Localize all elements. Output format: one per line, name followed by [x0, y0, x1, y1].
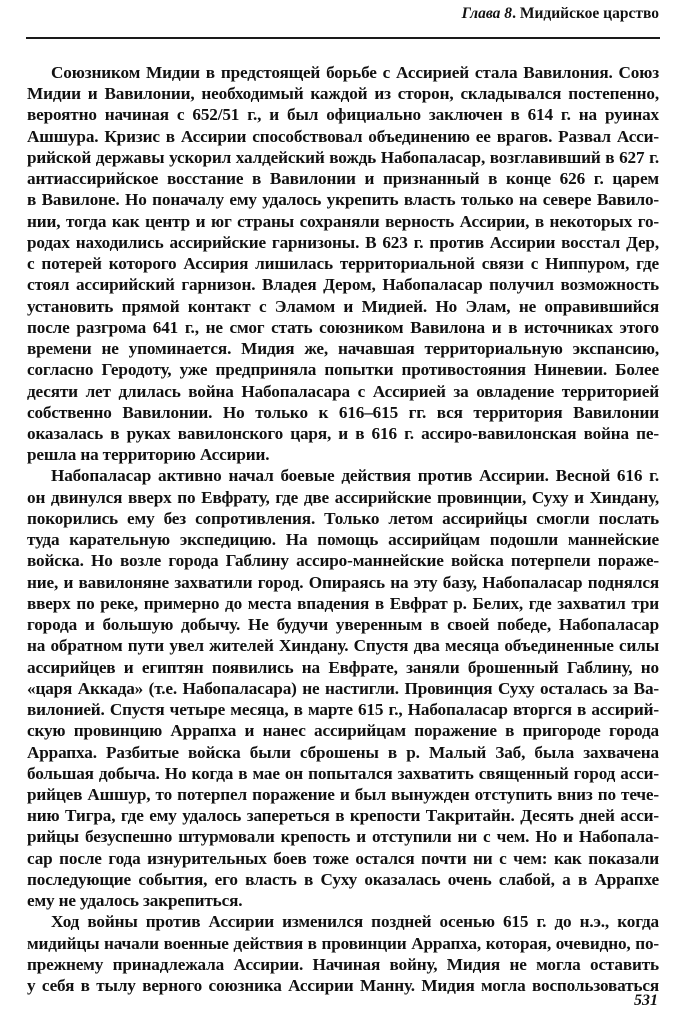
chapter-label: Глава 8 [461, 5, 513, 22]
text-line: Аррапха. Разбитые войска были сброшены в р. Малый Заб, была захвачена [27, 742, 659, 762]
running-head [462, 5, 659, 23]
text-line: антиассирийское восстание в Вавилонии и признанный в конце 626 г. царем [27, 169, 659, 189]
text-line: в Вавилоне. Но поначалу ему удалось укрепить власть только на севере Вавило- [27, 190, 659, 210]
chapter-title: . Мидийское царство [512, 5, 659, 22]
text-line: вверх по реке, примерно до места впадения в Евфрат р. Белих, где захватил три [27, 593, 659, 613]
text-line: большая добыча. Но когда в мае он попытался захватить священный город асси- [27, 763, 659, 783]
text-line: ние, и вавилоняне захватили город. Опираясь на эту базу, Набопаласар поднялся [27, 572, 659, 592]
text-line: стоял ассирийский гарнизон. Владея Дером, Набопаласар получил возможность [27, 275, 659, 295]
text-line: Набопаласар активно начал боевые действия против Ассирии. Весной 616 г. [51, 466, 659, 486]
text-line: рийцев Ашшур, то потерпел поражение и был вынужден отступить вниз по тече- [27, 784, 659, 804]
text-line: нии, тогда как центр и юг страны сохраняли верность Ассирии, в некоторых го- [27, 211, 659, 231]
text-line: ему не удалось закрепиться. [27, 891, 243, 911]
paragraph [27, 911, 659, 996]
text-line: согласно Геродоту, уже предприняла попытки противостояния Ниневии. Более [27, 360, 659, 380]
text-line: десяти лет длилась война Набопаласара с Ассирией за овладение территорией [27, 381, 659, 401]
text-line: войска. Но возле города Габлину ассиро-маннейские войска потерпели пораже- [27, 551, 659, 571]
text-line: у себя в тылу верного союзника Ассирии Манну. Мидия могла воспользоваться [27, 976, 659, 996]
text-line: мидийцы начали военные действия в провинции Аррапха, которая, очевидно, по- [27, 933, 659, 953]
text-line: ассирийцев и египтян появились на Евфрате, заняли брошенный Габлину, но [27, 657, 659, 677]
text-line: прежнему принадлежала Ассирии. Начиная войну, Мидия не могла оставить [27, 954, 659, 974]
text-line: скую провинцию Аррапха и нанес ассирийцам поражение в пригороде города [27, 721, 659, 741]
text-line: Ашшура. Кризис в Ассирии способствовал объединению ее врагов. Развал Асси- [27, 126, 659, 146]
text-line: установить прямой контакт с Эламом и Мидией. Но Элам, не оправившийся [27, 296, 659, 316]
text-line: рийской державы ускорил халдейский вождь Набопаласар, возглавивший в 627 г. [27, 147, 659, 167]
text-line: покорились ему без сопротивления. Только летом ассирийцы смогли послать [27, 508, 659, 528]
text-line: вилонией. Спустя четыре месяца, в марте 615 г., Набопаласар вторгся в ассирий- [27, 700, 659, 720]
text-line: на обратном пути увел жителей Хиндану. Спустя два месяца объединенные силы [27, 636, 659, 656]
paragraph [27, 465, 659, 911]
text-line: оказалась в руках вавилонского царя, и в 616 г. ассиро-вавилонская война пе- [27, 423, 659, 443]
text-line: собственно Вавилонии. Но только к 616–615 гг. вся территория Вавилонии [27, 402, 659, 422]
text-line: Союзником Мидии в предстоящей борьбе с Ассирией стала Вавилония. Союз [51, 63, 659, 82]
text-line: родах находились ассирийские гарнизоны. В 623 г. против Ассирии восстал Дер, [27, 232, 659, 252]
text-line: времени не упоминается. Мидия же, начавшая территориальную экспансию, [27, 339, 659, 359]
text-line: он двинулся вверх по Евфрату, где две ассирийские провинции, Суху и Хиндану, [27, 487, 659, 507]
text-line: после разгрома 641 г., не смог стать союзником Вавилона и в источниках этого [27, 317, 659, 337]
body-text [27, 62, 659, 996]
paragraph [27, 62, 659, 465]
page-number: 531 [634, 992, 658, 1009]
text-line: нию Тигра, где ему удалось запереться в крепости Такритайн. Десять дней асси- [27, 806, 659, 826]
text-line: решла на территорию Ассирии. [27, 445, 270, 465]
text-line: рийцы безуспешно штурмовали крепость и отступили ни с чем. Но и Набопала- [27, 827, 659, 847]
text-line: вероятно начиная с 652/51 г., и был официально заключен в 614 г. на руинах [27, 105, 659, 125]
text-line: Ход войны против Ассирии изменился поздней осенью 615 г. до н.э., когда [51, 912, 659, 932]
header-rule [26, 37, 660, 39]
text-line: сар после года изнурительных боев тоже остался почти ни с чем: как показали [27, 848, 659, 868]
text-line: с потерей которого Ассирия лишилась территориальной связи с Ниппуром, где [27, 254, 659, 274]
text-line: Мидии и Вавилонии, необходимый каждой из сторон, складывался постепенно, [27, 84, 659, 104]
text-line: последующие события, его власть в Суху оказалась очень слабой, а в Аррапхе [27, 869, 659, 889]
text-line: города и большую добычу. Не будучи уверенным в своей победе, Набопаласар [27, 615, 659, 635]
text-line: «царя Аккада» (т.е. Набопаласара) не настигли. Провинция Суху осталась за Ва- [27, 678, 659, 698]
text-line: туда карательную экспедицию. На помощь ассирийцам подошли маннейские [27, 530, 659, 550]
